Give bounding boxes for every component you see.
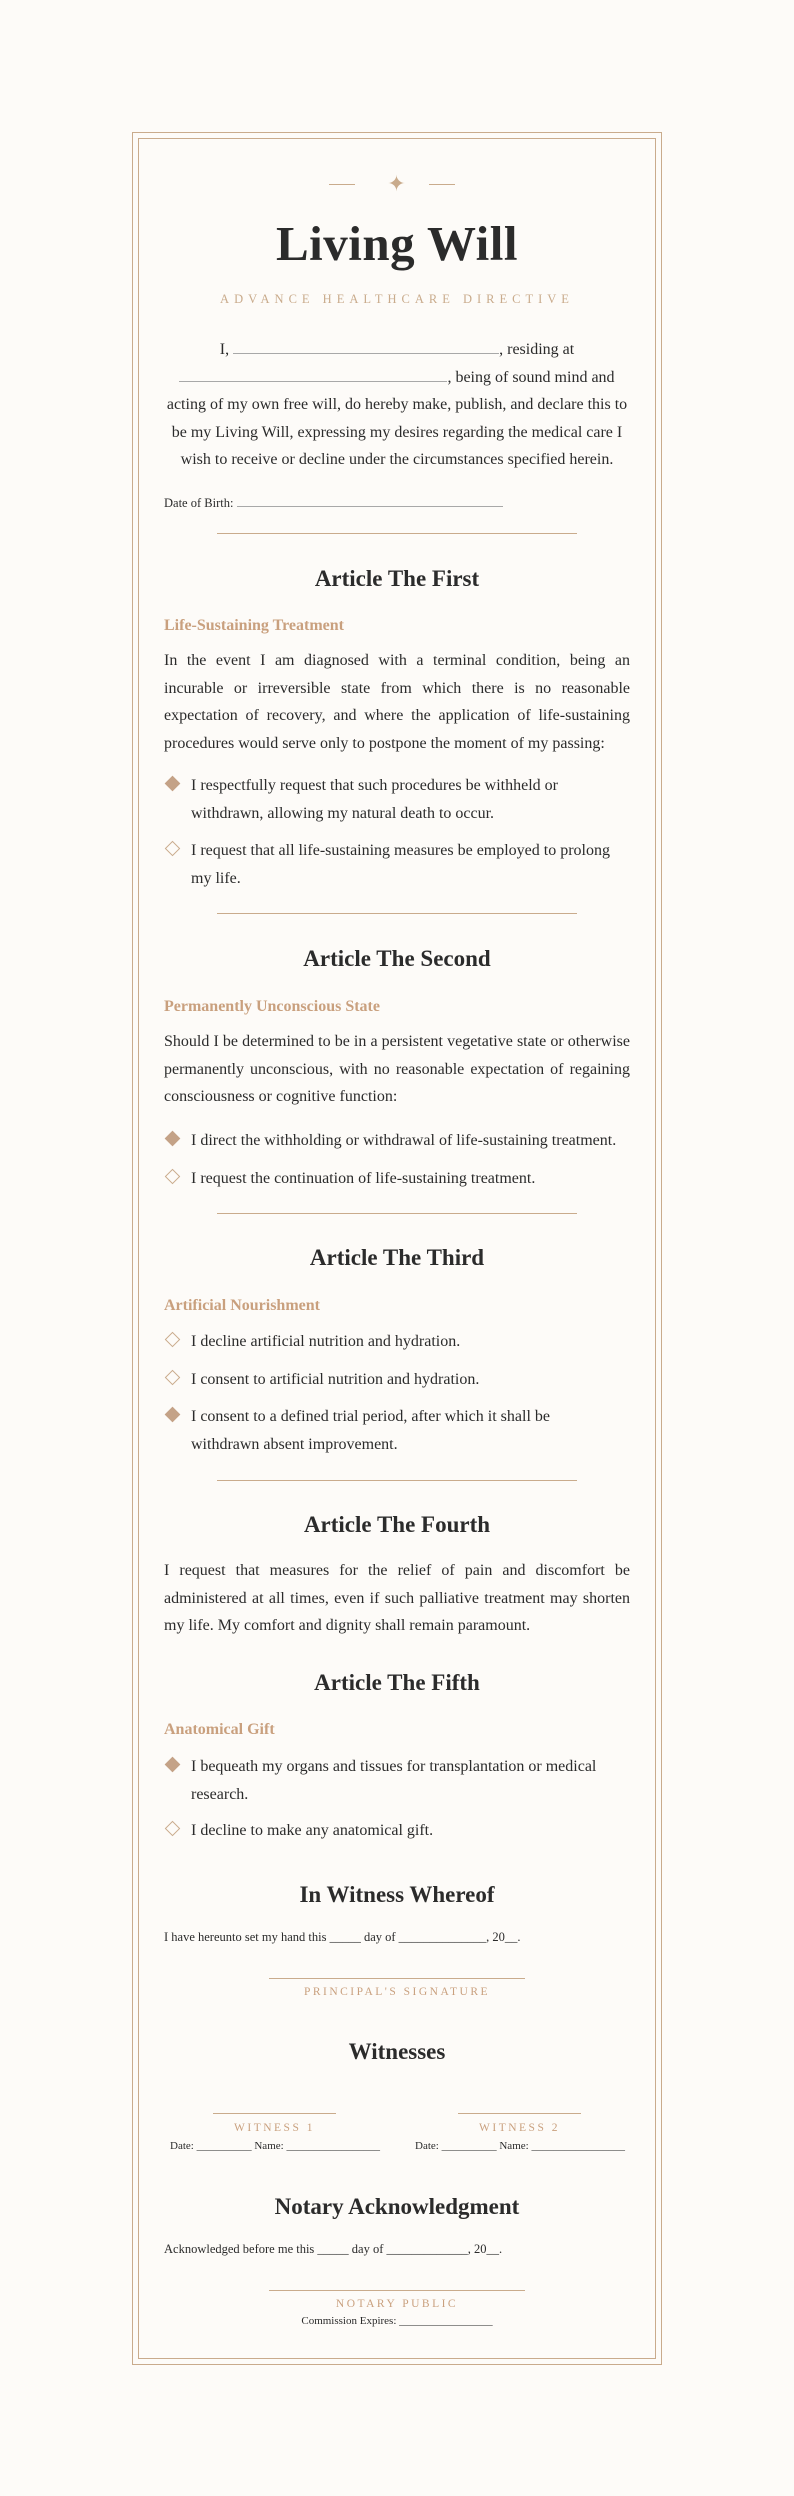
witnesses-title: Witnesses <box>348 2039 446 2064</box>
witness-1-date-name[interactable]: Date: __________ Name: _________________ <box>170 2140 380 2152</box>
article-5-option-2[interactable] <box>164 1817 630 1845</box>
diamond-checked-icon[interactable] <box>165 1757 181 1773</box>
option-label: I consent to artificial nutrition and hydration. <box>191 1371 480 1388</box>
article-3-option-2[interactable] <box>164 1366 630 1394</box>
dob-label: Date of Birth: <box>164 496 234 510</box>
option-label: I decline to make any anatomical gift. <box>191 1822 434 1839</box>
article-4-title: Article The Fourth <box>303 1512 491 1537</box>
notary-signature-line[interactable] <box>269 2290 525 2291</box>
diamond-unchecked-icon[interactable] <box>165 841 181 857</box>
article-1-title: Article The First <box>314 566 480 591</box>
ornament-line-left <box>329 184 355 185</box>
article-3-title: Article The Third <box>309 1245 485 1270</box>
article-1-subtitle: Life-Sustaining Treatment <box>164 617 345 634</box>
section-divider <box>217 1480 577 1481</box>
witness-whereof-title: In Witness Whereof <box>299 1882 495 1907</box>
option-label: I bequeath my organs and tissues for transplantation or medical research. <box>191 1758 597 1803</box>
notary-title: Notary Acknowledgment <box>274 2194 520 2219</box>
document-title: Living Will <box>276 216 518 271</box>
header-ornament <box>329 172 464 196</box>
article-3-option-1[interactable] <box>164 1328 630 1356</box>
article-2-option-1[interactable] <box>164 1127 630 1155</box>
intro-prefix: I, <box>219 341 230 358</box>
article-1-body: In the event I am diagnosed with a terminal condition, being an incurable or irreversible state from which there is no reasonable expectation of recovery, and where the application of life-sustaining procedures would serve only to postpone the moment of my passing: <box>164 652 630 752</box>
address-field[interactable] <box>179 365 447 382</box>
section-divider <box>217 913 577 914</box>
section-divider <box>217 533 577 534</box>
intro-residing: , residing at <box>499 341 575 358</box>
option-label: I respectfully request that such procedures be withheld or withdrawn, allowing my natural death to occur. <box>191 777 558 822</box>
principal-signature-label: PRINCIPAL'S SIGNATURE <box>303 1986 491 1998</box>
diamond-checked-icon[interactable] <box>165 1407 181 1423</box>
option-label: I direct the withholding or withdrawal of life-sustaining treatment. <box>191 1132 617 1149</box>
article-1-option-2[interactable] <box>164 837 630 892</box>
article-3-subtitle: Artificial Nourishment <box>164 1297 320 1314</box>
article-5-title: Article The Fifth <box>314 1670 480 1695</box>
ornament-line-right <box>429 184 455 185</box>
four-point-star-icon: ✦ <box>387 171 406 196</box>
article-5-option-1[interactable] <box>164 1753 630 1808</box>
commission-expires[interactable]: Commission Expires: _________________ <box>301 2315 493 2327</box>
diamond-unchecked-icon[interactable] <box>165 1370 181 1386</box>
option-label: I request that all life-sustaining measures be employed to prolong my life. <box>191 842 610 887</box>
document-subtitle: ADVANCE HEALTHCARE DIRECTIVE <box>220 292 574 306</box>
witness-2-date-name[interactable]: Date: __________ Name: _________________ <box>415 2140 625 2152</box>
name-field[interactable] <box>233 337 499 354</box>
article-3-option-3[interactable] <box>164 1403 630 1458</box>
option-label: I consent to a defined trial period, after which it shall be withdrawn absent improvement. <box>191 1408 550 1453</box>
article-2-title: Article The Second <box>303 946 491 971</box>
notary-text: Acknowledged before me this _____ day of _____________, 20__. <box>164 2242 503 2256</box>
dob-field[interactable] <box>237 492 503 507</box>
diamond-unchecked-icon[interactable] <box>165 1169 181 1185</box>
diamond-unchecked-icon[interactable] <box>165 1332 181 1348</box>
witness-1-signature-line[interactable] <box>213 2113 336 2114</box>
notary-label: NOTARY PUBLIC <box>335 2298 459 2310</box>
intro-paragraph <box>164 336 630 474</box>
article-4-body: I request that measures for the relief of pain and discomfort be administered at all times, even if such palliative treatment may shorten my life. My comfort and dignity shall remain paramount. <box>164 1562 630 1634</box>
diamond-checked-icon[interactable] <box>165 1131 181 1147</box>
witness-2-signature-line[interactable] <box>458 2113 581 2114</box>
witness-whereof-text: I have hereunto set my hand this _____ day of ______________, 20__. <box>164 1930 521 1944</box>
article-1-option-1[interactable] <box>164 772 630 827</box>
diamond-unchecked-icon[interactable] <box>165 1821 181 1837</box>
option-label: I decline artificial nutrition and hydration. <box>191 1333 461 1350</box>
article-2-option-2[interactable] <box>164 1165 630 1193</box>
article-2-subtitle: Permanently Unconscious State <box>164 998 380 1015</box>
principal-signature-line[interactable] <box>269 1978 525 1979</box>
article-5-subtitle: Anatomical Gift <box>164 1721 275 1738</box>
article-2-body: Should I be determined to be in a persistent vegetative state or otherwise permanently unconscious, with no reasonable expectation of regaining consciousness or cognitive function: <box>164 1033 630 1105</box>
witness-2-label: WITNESS 2 <box>479 2122 560 2134</box>
intro-declaration: , being of sound mind and acting of my own free will, do hereby make, publish, and declare this to be my Living Will, expressing my desires regarding the medical care I wish to receive or decline under the circumstances specified herein. <box>166 368 628 468</box>
option-label: I request the continuation of life-sustaining treatment. <box>191 1170 536 1187</box>
dob-row <box>164 492 503 512</box>
section-divider <box>217 1213 577 1214</box>
diamond-checked-icon[interactable] <box>165 776 181 792</box>
witness-1-label: WITNESS 1 <box>234 2122 315 2134</box>
